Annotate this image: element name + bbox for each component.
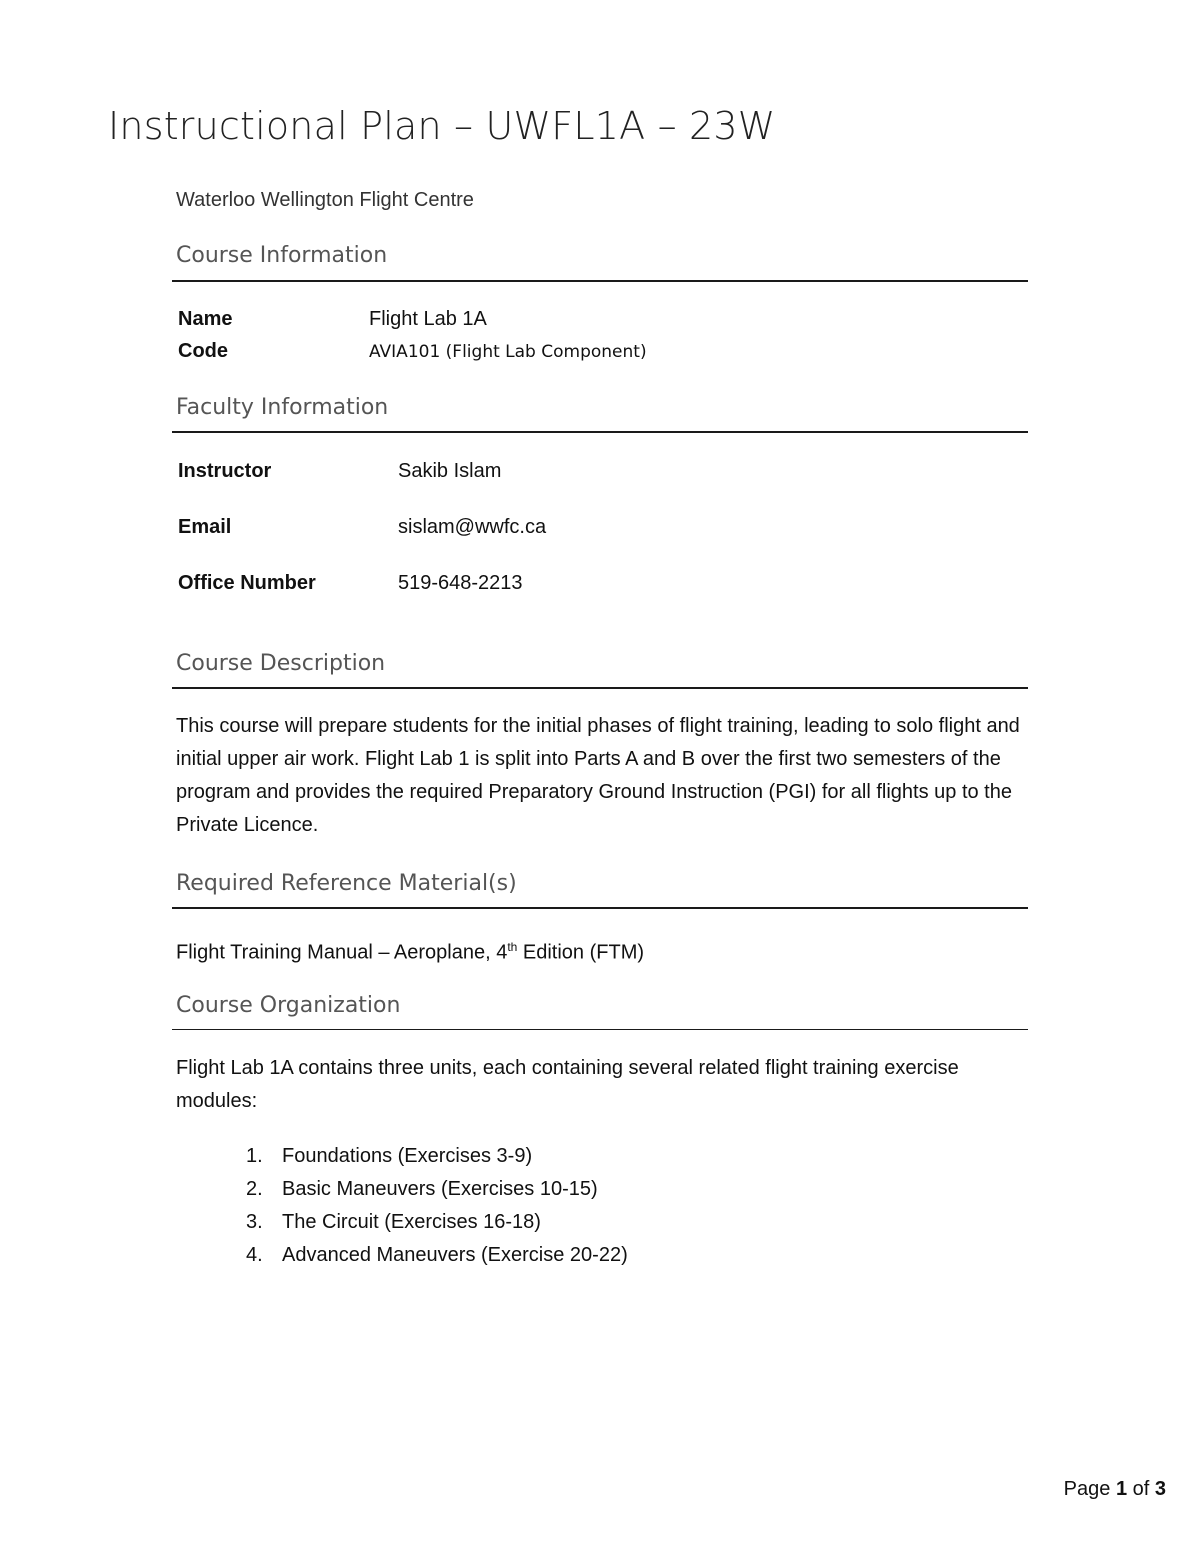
organization-name: Waterloo Wellington Flight Centre	[176, 189, 474, 211]
section-divider	[172, 907, 1028, 909]
document-title: Instructional Plan – UWFL1A – 23W	[108, 104, 776, 148]
course-information-heading: Course Information	[176, 243, 388, 268]
reference-superscript: th	[507, 940, 518, 954]
instructor-value: Sakib Islam	[398, 460, 502, 482]
course-organization-intro: Flight Lab 1A contains three units, each containing several related flight training exercise modules:	[176, 1057, 959, 1112]
page-number	[1064, 1478, 1166, 1501]
reference-material-text	[176, 931, 1036, 970]
list-item	[246, 1206, 628, 1239]
current-page: 1	[1115, 1478, 1128, 1500]
list-item-number: 4.	[246, 1244, 263, 1266]
faculty-information-heading: Faculty Information	[176, 395, 389, 420]
total-pages: 3	[1154, 1478, 1166, 1500]
course-name-value: Flight Lab 1A	[369, 308, 487, 330]
list-item-text: The Circuit (Exercises 16-18)	[282, 1211, 541, 1233]
reference-material-heading: Required Reference Material(s)	[176, 871, 517, 896]
unit-list	[246, 1140, 628, 1272]
section-divider	[172, 431, 1028, 433]
course-description-heading: Course Description	[176, 651, 386, 676]
list-item-text: Foundations (Exercises 3-9)	[282, 1145, 533, 1167]
list-item-text: Advanced Maneuvers (Exercise 20-22)	[282, 1244, 628, 1266]
list-item	[246, 1173, 628, 1206]
course-code-label: Code	[178, 340, 228, 362]
email-value: sislam@wwfc.ca	[398, 516, 547, 538]
list-item-number: 1.	[246, 1145, 263, 1167]
list-item	[246, 1140, 628, 1173]
section-divider	[172, 1029, 1028, 1030]
of-word: of	[1132, 1478, 1150, 1500]
reference-text-start: Flight Training Manual – Aeroplane, 4	[176, 941, 508, 964]
reference-text-end: Edition (FTM)	[517, 941, 645, 964]
section-divider	[172, 687, 1028, 689]
course-name-label: Name	[178, 308, 233, 330]
list-item-text: Basic Maneuvers (Exercises 10-15)	[282, 1178, 598, 1200]
list-item-number: 2.	[246, 1178, 263, 1200]
page-word: Page	[1063, 1478, 1111, 1500]
list-item-number: 3.	[246, 1211, 263, 1233]
email-label: Email	[178, 516, 232, 538]
instructor-label: Instructor	[178, 460, 272, 482]
course-description-text: This course will prepare students for the initial phases of flight training, leading to solo flight and initial upper air work. Flight Lab 1 is split into Parts A and B over the first two semesters of the program and provides the required Preparatory Ground Instruction (PGI) for all flights up to the Private Licence.	[176, 715, 1020, 836]
list-item	[246, 1239, 628, 1272]
course-code-value: AVIA101 (Flight Lab Component)	[369, 342, 647, 362]
course-organization-heading: Course Organization	[176, 993, 401, 1018]
section-divider	[172, 280, 1028, 282]
office-number-value: 519-648-2213	[398, 572, 523, 594]
office-number-label: Office Number	[178, 572, 316, 594]
